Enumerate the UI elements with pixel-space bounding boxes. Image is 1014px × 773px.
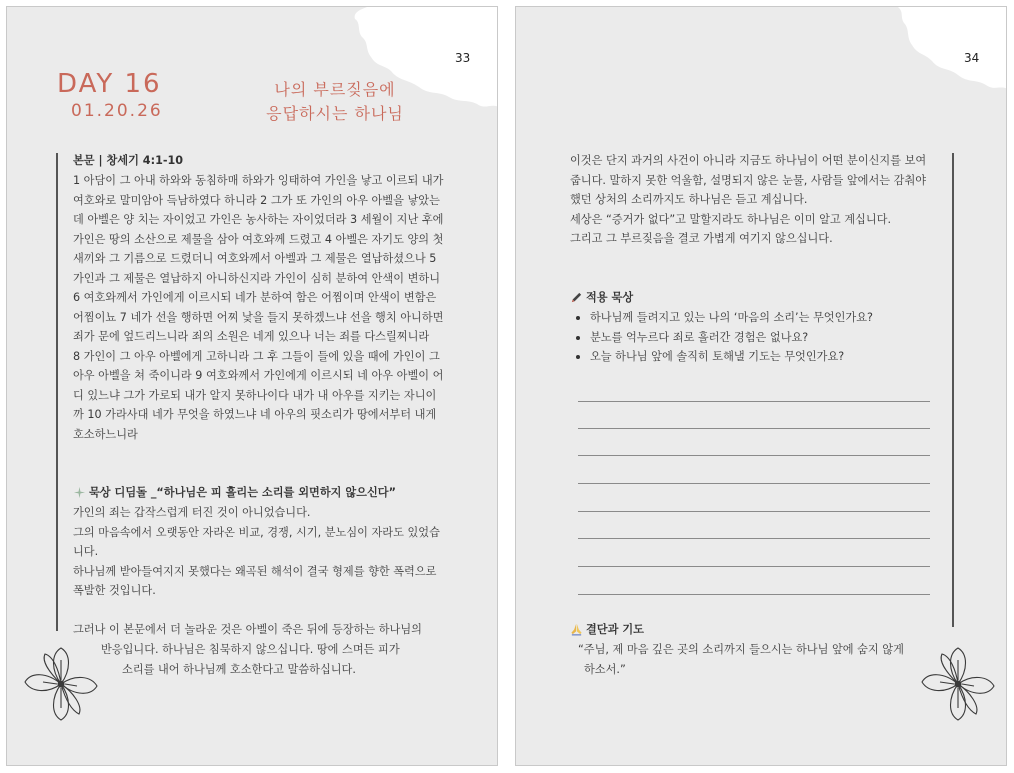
- scripture-line: 호소하느니라: [73, 427, 138, 441]
- page-number: 34: [964, 51, 980, 65]
- application-heading: 적용 묵상: [586, 291, 634, 304]
- right-page: [515, 6, 1007, 766]
- scripture-line: 8 가인이 그 아우 아벨에게 고하니라 그 후 그들이 들에 있을 때에 가인이 그: [73, 349, 440, 363]
- writing-line[interactable]: [578, 594, 930, 595]
- closing-line: 반응입니다. 하나님은 침묵하지 않으십니다. 땅에 스며든 피가: [101, 643, 400, 656]
- writing-line[interactable]: [578, 428, 930, 429]
- scripture-line: 1 아담이 그 아내 하와와 동침하매 하와가 잉태하여 가인을 낳고 이르되 내가: [73, 174, 444, 187]
- scripture-line: 죄가 문에 엎드리느니라 죄의 소원은 네게 있으나 너는 죄를 다스릴찌니라: [73, 330, 430, 343]
- praying-hands-icon: [570, 623, 583, 636]
- meditation-line: 그의 마음속에서 오랫동안 자라온 비교, 경쟁, 시기, 분노심이 자라도 있었습: [73, 525, 440, 539]
- intro-text: [570, 151, 926, 249]
- intro-line: 했던 상처의 소리까지도 하나님은 듣고 계십니다.: [570, 193, 808, 206]
- meditation-heading: 묵상 디딤돌 _“하나님은 피 흘리는 소리를 외면하지 않으신다”: [89, 486, 396, 499]
- sparkle-icon: [73, 486, 86, 499]
- bullet-icon: [576, 336, 580, 340]
- meditation-line: 하나님께 받아들여지지 못했다는 왜곡된 해석이 결국 형제를 향한 폭력으로: [73, 564, 437, 578]
- margin-rule: [56, 153, 58, 631]
- margin-rule: [952, 153, 954, 627]
- left-page: [6, 6, 498, 766]
- prayer-heading-row: [570, 620, 644, 640]
- prayer-line: 하소서.”: [584, 663, 626, 676]
- writing-line[interactable]: [578, 483, 930, 484]
- scripture-text: [73, 171, 443, 444]
- scripture-line: 가인과 그 제물은 열납하지 아니하신지라 가인이 심히 분하여 안색이 변하니: [73, 271, 441, 285]
- meditation-line: 가인의 죄는 갑작스럽게 터진 것이 아니었습니다.: [73, 506, 311, 519]
- scripture-line: 아우 아벨을 쳐 죽이니라 9 여호와께서 가인에게 이르시되 네 아우 아벨이 어: [73, 369, 444, 382]
- torn-paper-corner: [862, 7, 1007, 107]
- scripture-heading: 본문 | 창세기 4:1-10: [73, 154, 184, 167]
- intro-line: 줍니다. 말하지 못한 억울함, 설명되지 않은 눈물, 사람들 앞에서는 감춰야: [570, 173, 927, 187]
- meditation-heading-row: [73, 483, 396, 503]
- list-item: 분노를 억누르다 죄로 흘러간 경험은 없나요?: [570, 328, 873, 348]
- intro-line: 그리고 그 부르짖음을 결코 가볍게 여기지 않으십니다.: [570, 232, 833, 245]
- application-heading-row: [570, 288, 633, 308]
- scripture-line: 6 여호와께서 가인에게 이르시되 네가 분하여 함은 어찜이며 안색이 변함은: [73, 291, 437, 304]
- meditation-line: 폭발한 것입니다.: [73, 584, 156, 597]
- scripture-line: 디 있느냐 그가 가로되 내가 알지 못하나이다 내가 내 아우를 지키는 자니이: [73, 388, 437, 402]
- scripture-line: 까 10 가라사대 네가 무엇을 하였느냐 네 아우의 핏소리가 땅에서부터 내게: [73, 408, 437, 421]
- scripture-line: 새끼와 그 기름으로 드렸더니 여호와께서 아벨과 그 제물은 열납하셨으나 5: [73, 252, 437, 265]
- day-date: 01.20.26: [71, 101, 163, 121]
- day-title: DAY 16: [57, 69, 162, 99]
- intro-line: 세상은 “증거가 없다”고 말할지라도 하나님은 이미 알고 계십니다.: [570, 212, 892, 226]
- writing-line[interactable]: [578, 401, 930, 402]
- writing-line[interactable]: [578, 455, 930, 456]
- meditation-text: [73, 503, 440, 601]
- bullet-icon: [576, 316, 580, 320]
- subtitle-line-2: 응답하시는 하나님: [266, 104, 404, 123]
- closing-line: 소리를 내어 하나님께 호소한다고 말씀하십니다.: [122, 663, 356, 676]
- list-item: 하나님께 들려지고 있는 나의 ‘마음의 소리’는 무엇인가요?: [570, 308, 873, 328]
- writing-line[interactable]: [578, 511, 930, 512]
- writing-line[interactable]: [578, 538, 930, 539]
- bullet-icon: [576, 355, 580, 359]
- page-number: 33: [455, 51, 471, 65]
- scripture-line: 데 아벨은 양 치는 자이었고 가인은 농사하는 자이었더라 3 세월이 지난 후에: [73, 213, 444, 226]
- application-questions: [570, 308, 873, 367]
- scripture-line: 여호와로 말미암아 득남하였다 하니라 2 그가 또 가인의 아우 아벨을 낳았는: [73, 193, 440, 207]
- pencil-icon: [570, 291, 583, 304]
- prayer-heading: 결단과 기도: [586, 623, 644, 636]
- list-item: 오늘 하나님 앞에 솔직히 토해낼 기도는 무엇인가요?: [570, 347, 873, 367]
- flower-sketch-icon: [918, 644, 998, 724]
- writing-line[interactable]: [578, 566, 930, 567]
- flower-sketch-icon: [21, 644, 101, 724]
- scripture-line: 가인은 땅의 소산으로 제물을 삼아 여호와께 드렸고 4 아벨은 자기도 양의 첫: [73, 232, 444, 246]
- prayer-line: “주님, 제 마음 깊은 곳의 소리까지 들으시는 하나님 앞에 숨지 않게: [578, 643, 904, 656]
- intro-line: 이것은 단지 과거의 사건이 아니라 지금도 하나님이 어떤 분이신지를 보여: [570, 154, 927, 167]
- closing-line: 그러나 이 본문에서 더 놀라운 것은 아벨이 죽은 뒤에 등장하는 하나님의: [73, 623, 422, 636]
- scripture-line: 어찜이뇨 7 네가 선을 행하면 어찌 낯을 들지 못하겠느냐 선을 행치 아니하면: [73, 310, 444, 324]
- meditation-line: 니다.: [73, 545, 99, 558]
- subtitle-line-1: 나의 부르짖음에: [274, 80, 396, 99]
